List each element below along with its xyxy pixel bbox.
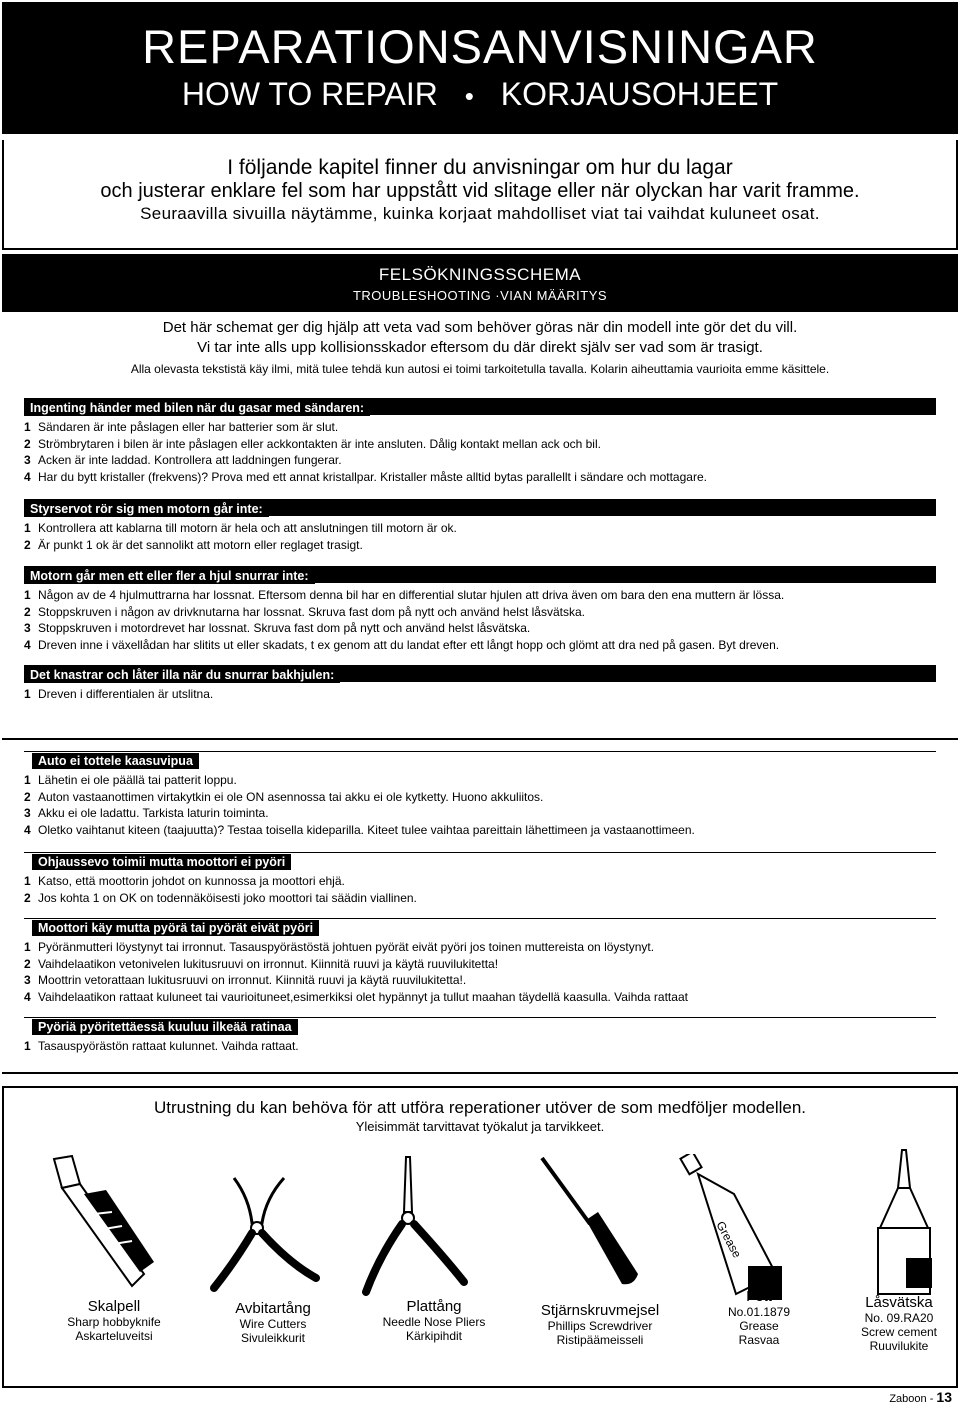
page-number: 13 [936, 1389, 952, 1405]
list-item: 4 Dreven inne i växellådan har slitits ut eller skadats, t ex genom att du landat efter ett långt hopp och glömt att dra ned på gasen. Byt dreven. [24, 637, 780, 652]
list-item: 1 Pyöränmutteri löystynyt tai irronnut. Tasauspyörästöstä johtuen pyörät eivät pyöri jos toinen muttereista on löystynyt. [24, 940, 655, 954]
description-line-1: Det här schemat ger dig hjälp att veta vad som behöver göras när din modell inte gör det du vill. [162, 319, 798, 336]
section-fi-4 [24, 1017, 936, 1055]
tools-subheading: Yleisimmät tarvittavat työkalut ja tarvikkeet. [355, 1119, 605, 1134]
subtitle-bullet: • [464, 81, 474, 111]
intro-line-1: I följande kapitel finner du anvisningar om hur du lagar [227, 156, 733, 179]
page-title: REPARATIONSANVISNINGAR [142, 20, 818, 73]
section-sv-3 [24, 566, 936, 653]
list-item: 3 Stoppskruven i motordrevet har lossnat. Skruva fast dom på nytt och använd helst låsvätska. [24, 621, 531, 635]
list-item: 1 Dreven i differentialen är utslitna. [24, 687, 214, 701]
section-heading: Pyöriä pyöritettäessä kuuluu ilkeää ratinaa [32, 1019, 298, 1035]
list-item: 3 Acken är inte laddad. Kontrollera att laddningen fungerar. [24, 453, 342, 467]
tool-name: Låsvätska [865, 1294, 933, 1311]
page-footer [889, 1390, 952, 1406]
footer-brand: Zaboon - [889, 1393, 934, 1405]
troubleshooting-title: FELSÖKNINGSSCHEMA [378, 265, 582, 284]
list-item: 1 Sändaren är inte påslagen eller har batterier som är slut. [24, 420, 339, 434]
tool-screwdriver: Stjärnskruvmejsel Phillips Screwdriver Ristipäämeisseli [520, 1302, 680, 1347]
section-heading: Moottori käy mutta pyörä tai pyörät eivät pyöri [32, 920, 319, 936]
subtitle-english: HOW TO REPAIR [181, 76, 438, 112]
tool-screw-cement: Låsvätska No. 09.RA20 Screw cement Ruuvilukite [844, 1294, 954, 1353]
section-heading: Det knastrar och låter illa när du snurrar bakhjulen: [24, 667, 340, 683]
intro-line-3: Seuraavilla sivuilla näytämme, kuinka korjaat mahdolliset viat tai vaihdat kuluneet osat. [140, 204, 820, 223]
intro-box [2, 140, 958, 250]
tools-heading: Utrustning du kan behöva för att utföra reperationer utöver de som medföljer modellen. [153, 1098, 807, 1117]
tools-box [2, 1086, 958, 1388]
troubleshooting-subtitle: TROUBLESHOOTING ·VIAN MÄÄRITYS [352, 288, 608, 303]
section-fi-3 [24, 918, 936, 1005]
tool-wire-cutters: Avbitartång Wire Cutters Sivuleikkurit [208, 1300, 338, 1345]
troubleshooting-description [0, 318, 960, 378]
intro-line-2: och justerar enklare fel som har uppstått vid slitage eller när olyckan har varit framme. [100, 180, 860, 202]
section-fi-1 [24, 751, 936, 838]
page-header [2, 2, 958, 134]
needle-nose-pliers-icon [354, 1152, 474, 1302]
screw-cement-bottle-icon [870, 1148, 946, 1298]
tool-name: Skalpell [87, 1298, 141, 1315]
scalpel-icon [44, 1154, 164, 1294]
section-heading: Auto ei tottele kaasuvipua [32, 753, 199, 769]
grease-label: Grease [713, 1218, 745, 1261]
grease-tube-icon [676, 1154, 786, 1304]
list-item: 2 Strömbrytaren i bilen är inte påslagen eller ackkontakten är inte ansluten. Dålig kontakt mellan ack och bil. [24, 436, 601, 451]
section-heading: Ohjaussevo toimii mutta moottori ei pyöri [32, 854, 291, 870]
list-item: 4 Oletko vaihtanut kiteen (taajuutta)? Testaa toisella kideparilla. Kiteet tulee vaihtaa pareittain lähettimeen ja vastaanottimeen. [24, 822, 695, 837]
list-item: 2 Vaihdelaatikon vetonivelen lukitusruuvi on irronnut. Kiinnitä ruuvi ja käytä ruuvilukitetta! [24, 956, 499, 971]
tool-name: Plattång [406, 1298, 462, 1315]
tool-grease: Fett No.01.1879 Grease Rasvaa [704, 1288, 814, 1347]
description-line-2: Vi tar inte alls upp kollisionsskador eftersom du där direkt själv ser vad som är trasigt. [197, 339, 763, 356]
tool-name: Stjärnskruvmejsel [540, 1302, 660, 1319]
tool-scalpel: Skalpell Sharp hobbyknife Askarteluveitsi [44, 1298, 184, 1343]
list-item: 4 Vaihdelaatikon rattaat kuluneet tai vaurioituneet,esimerkiksi olet hypännyt ja tullut maahan täydellä kaasulla. Vaihda rattaat [24, 989, 688, 1004]
list-item: 1 Någon av de 4 hjulmuttrarna har lossnat. Eftersom denna bil har en differential slutar hjulen att driva även om bara den ena muttern är lössa. [24, 588, 785, 602]
list-item: 2 Är punkt 1 ok är det sannolikt att motorn eller reglaget trasigt. [24, 537, 363, 552]
section-heading: Styrservot rör sig men motorn går inte: [24, 501, 269, 517]
tool-name: Fett [746, 1288, 772, 1305]
list-item: 2 Jos kohta 1 on OK on todennäköisesti joko moottori tai säädin viallinen. [24, 890, 417, 905]
section-heading: Motorn går men ett eller fler a hjul snurrar inte: [24, 568, 315, 584]
list-item: 4 Har du bytt kristaller (frekvens)? Prova med ett annat kristallpar. Kristaller måste alltid bytas parallellt i sändare och mottagare. [24, 469, 707, 484]
troubleshooting-bar [2, 254, 958, 312]
tool-needle-nose-pliers: Plattång Needle Nose Pliers Kärkipihdit [364, 1298, 504, 1343]
list-item: 2 Stoppskruven i någon av drivknutarna har lossnat. Skruva fast dom på nytt och använd helst låsvätska. [24, 604, 585, 619]
wire-cutters-icon [204, 1168, 324, 1298]
list-item: 1 Tasauspyörästön rattaat kulunnet. Vaihda rattaat. [24, 1039, 299, 1053]
list-item: 1 Katso, että moottorin johdot on kunnossa ja moottori ehjä. [24, 874, 345, 888]
section-fi-2 [24, 852, 936, 906]
subtitle-finnish: KORJAUSOHJEET [500, 76, 779, 112]
list-item: 3 Moottrin vetorattaan lukitusruuvi on irronnut. Kiinnitä ruuvi ja käytä ruuvilukitetta!. [24, 973, 467, 987]
list-item: 1 Lähetin ei ole päällä tai patterit loppu. [24, 773, 237, 787]
section-sv-4 [24, 665, 936, 703]
list-item: 3 Akku ei ole ladattu. Tarkista laturin toiminta. [24, 806, 269, 820]
list-item: 1 Kontrollera att kablarna till motorn är hela och att anslutningen till motorn är ok. [24, 521, 457, 535]
list-item: 2 Auton vastaanottimen virtakytkin ei ole ON asennossa tai akku ei ole kytketty. Huono akkuliitos. [24, 789, 544, 804]
page-subtitle [2, 76, 958, 114]
section-sv-2 [24, 499, 936, 553]
section-heading: Ingenting händer med bilen när du gasar med sändaren: [24, 400, 370, 416]
tool-name: Avbitartång [235, 1300, 311, 1317]
screwdriver-icon [534, 1154, 644, 1294]
section-sv-1 [24, 398, 936, 485]
description-line-3: Alla olevasta tekstistä käy ilmi, mitä tulee tehdä kun autosi ei toimi tarkoitetulla tavalla. Kolarin aiheuttamia vaurioita emme käsittele. [130, 362, 830, 376]
